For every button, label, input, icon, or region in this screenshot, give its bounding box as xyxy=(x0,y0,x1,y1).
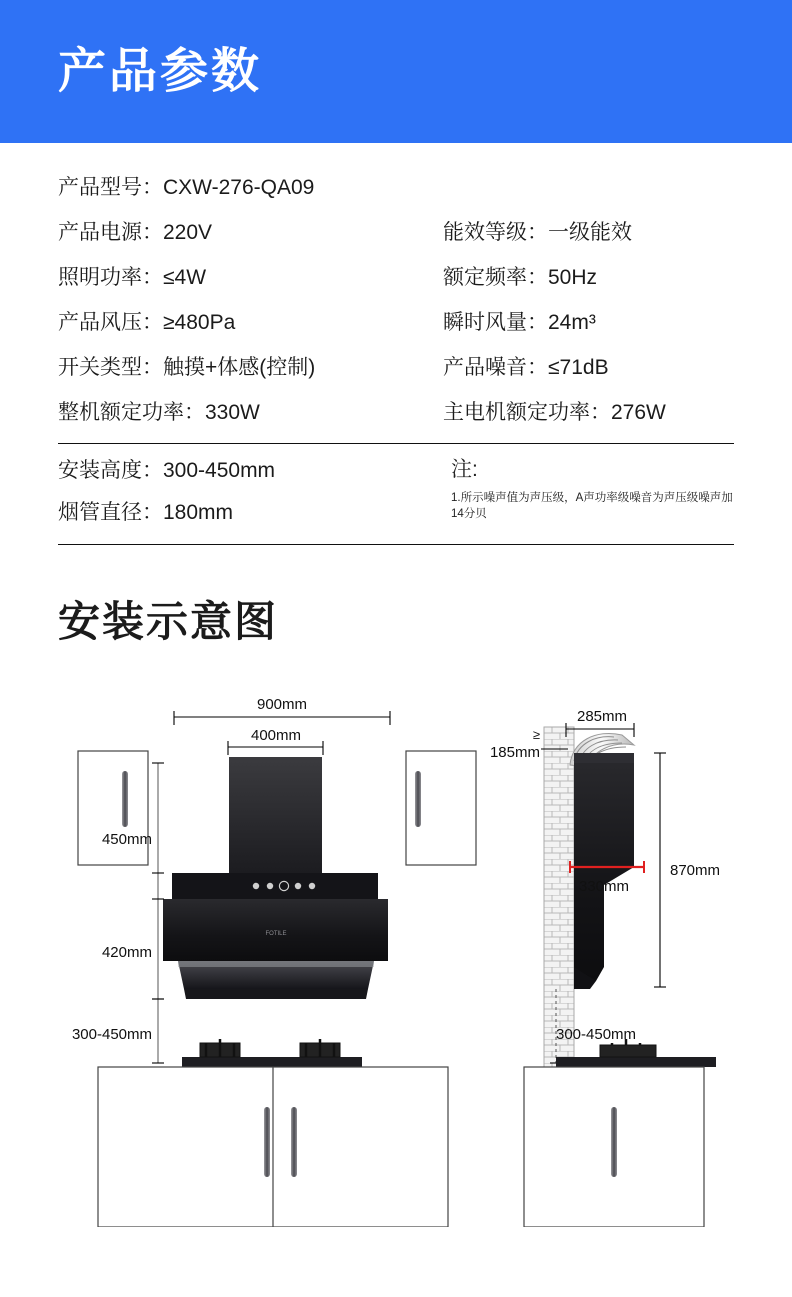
spec-value: 300-450mm xyxy=(163,459,276,482)
spec-value: 一级能效 xyxy=(548,221,632,244)
spec-row xyxy=(58,492,443,534)
spec-value: 触摸+体感(控制) xyxy=(163,356,316,379)
spec-label: 瞬时风量： xyxy=(443,311,548,334)
dim-label-420mm: 420mm xyxy=(101,944,152,961)
install-specs xyxy=(58,450,443,534)
spec-value: ≤4W xyxy=(163,266,207,289)
base-cabinets-front xyxy=(98,1067,448,1227)
dim-label-900mm: 900mm xyxy=(256,696,308,713)
dim-label-870mm: 870mm xyxy=(670,862,721,879)
cooktop-front xyxy=(182,1039,362,1067)
spec-label: 开关类型： xyxy=(58,356,163,379)
spec-row xyxy=(58,390,443,435)
spec-label: 烟管直径： xyxy=(58,501,163,524)
dim-label-450mm: 450mm xyxy=(101,831,152,848)
spec-label: 安装高度： xyxy=(58,459,163,482)
spec-divider-bottom xyxy=(58,544,734,545)
dim-label-300-450mm-front: 300-450mm xyxy=(71,1026,152,1043)
right-wall-cabinet xyxy=(406,751,476,865)
spec-row xyxy=(443,345,734,390)
dim-label-gte: ≥ xyxy=(532,727,540,742)
dim-870mm xyxy=(654,753,666,987)
spec-row xyxy=(443,255,734,300)
spec-value: ≤71dB xyxy=(548,356,609,379)
dim-label-330mm: 330mm xyxy=(578,878,630,895)
spec-row xyxy=(58,210,443,255)
spec-row xyxy=(443,300,734,345)
spec-label: 产品型号： xyxy=(58,176,163,199)
dim-label-185mm: 185mm xyxy=(489,744,540,761)
dim-label-285mm: 285mm xyxy=(576,708,628,725)
range-hood-side xyxy=(574,753,634,989)
spec-row xyxy=(443,210,734,255)
note-title: 注: xyxy=(451,458,478,481)
spec-value: 24m³ xyxy=(548,311,596,334)
installation-diagram xyxy=(0,667,792,1227)
dim-label-400mm: 400mm xyxy=(250,727,302,744)
note-block xyxy=(443,450,734,534)
spec-value: 276W xyxy=(611,401,666,424)
spec-area xyxy=(0,143,792,534)
spec-label: 产品风压： xyxy=(58,311,163,334)
page-title: 产品参数 xyxy=(58,44,263,98)
spec-row xyxy=(58,300,443,345)
spec-value: 50Hz xyxy=(548,266,598,289)
cooktop-side xyxy=(556,1039,716,1067)
spec-label: 产品电源： xyxy=(58,221,163,244)
note-text: 1.所示噪声值为声压级，A声功率级噪音为声压级噪声加14分贝 xyxy=(451,492,733,520)
page-header xyxy=(0,0,792,143)
dim-900mm xyxy=(174,711,390,725)
spec-grid xyxy=(58,165,734,435)
spec-label: 整机额定功率： xyxy=(58,401,205,424)
dim-label-300-450mm-side: 300-450mm xyxy=(556,1026,637,1043)
install-section-title: 安装示意图 xyxy=(58,598,279,645)
spec-row xyxy=(58,255,443,300)
spec-label: 额定频率： xyxy=(443,266,548,289)
spec-bottom-block xyxy=(58,444,734,534)
spec-value: 330W xyxy=(205,401,260,424)
spec-row xyxy=(443,390,734,435)
spec-label: 产品噪音： xyxy=(443,356,548,379)
range-hood-front xyxy=(163,757,388,999)
spec-label: 照明功率： xyxy=(58,266,163,289)
spec-label: 能效等级： xyxy=(443,221,548,244)
spec-value: 180mm xyxy=(163,501,234,524)
spec-row xyxy=(58,165,734,210)
spec-row xyxy=(58,450,443,492)
base-cabinet-side xyxy=(524,1067,704,1227)
brand-mark: FOTILE xyxy=(265,931,287,937)
spec-value: 220V xyxy=(163,221,213,244)
spec-row xyxy=(58,345,443,390)
spec-label: 主电机额定功率： xyxy=(443,401,611,424)
spec-value: ≥480Pa xyxy=(163,311,236,334)
spec-value: CXW-276-QA09 xyxy=(163,176,315,199)
